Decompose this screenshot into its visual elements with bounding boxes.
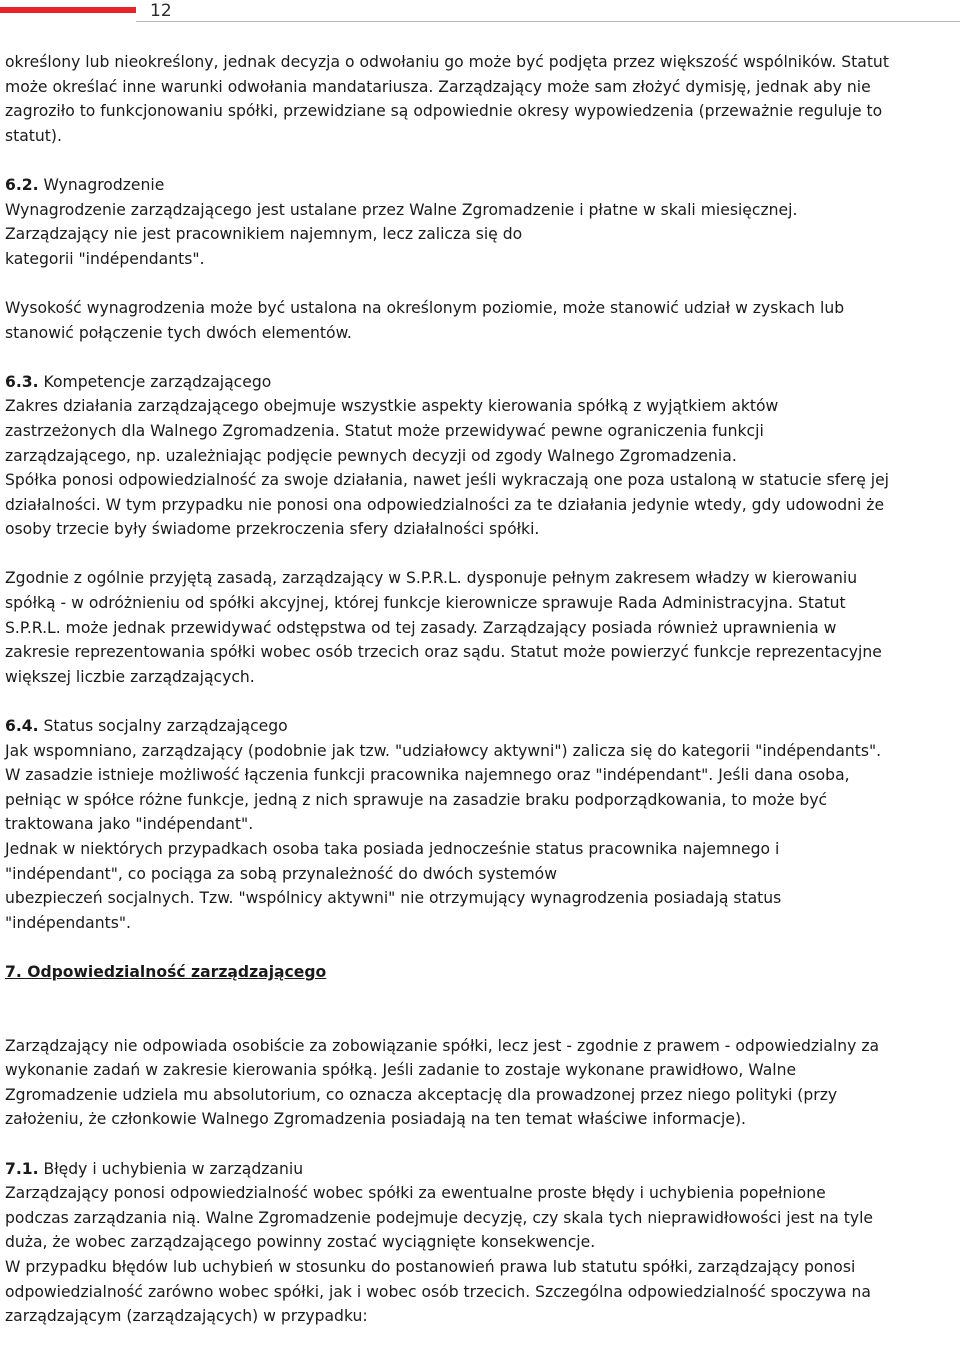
paragraph-intro <box>5 50 960 148</box>
text-line: W zasadzie istnieje możliwość łączenia funkcji pracownika najemnego oraz "indépendant". Jeśli dana osoba, <box>5 766 850 785</box>
text-line: zagroziło to funkcjonowaniu spółki, przewidziane są odpowiednie okresy wypowiedzenia (przeważnie reguluje to <box>5 102 883 121</box>
text-line: większej liczbie zarządzających. <box>5 667 255 686</box>
section-heading <box>5 1157 960 1182</box>
section-6-4 <box>5 714 960 935</box>
section-heading <box>5 714 960 739</box>
section-heading <box>5 370 960 395</box>
section-6-3 <box>5 370 960 542</box>
text-line: "indépendants". <box>5 913 131 932</box>
text-line: może określać inne warunki odwołania mandatariusza. Zarządzający może sam złożyć dymisję, jednak aby nie <box>5 77 871 96</box>
section-number: 6.4. <box>5 717 39 736</box>
text-line: ubezpieczeń socjalnych. Tzw. "wspólnicy aktywni" nie otrzymujący wynagrodzenia posiadają status <box>5 889 782 908</box>
paragraph-remuneration <box>5 296 960 345</box>
text-line: zarządzającym (zarządzających) w przypadku: <box>5 1307 368 1326</box>
text-line: zarządzającego, np. uzależniając podjęcie pewnych decyzji od zgody Walnego Zgromadzenia. <box>5 446 737 465</box>
text-line: Spółka ponosi odpowiedzialność za swoje działania, nawet jeśli wykraczają one poza ustaloną w statucie sferę jej <box>5 471 890 490</box>
text-line: spółką - w odróżnieniu od spółki akcyjnej, której funkcje kierownicze sprawuje Rada Administracyjna. Statut <box>5 594 846 613</box>
document-body <box>5 50 960 1329</box>
text-line: S.P.R.L. może jednak przewidywać odstępstwa od tej zasady. Zarządzający posiada również uprawnienia w <box>5 618 837 637</box>
text-line: podczas zarządzania nią. Walne Zgromadzenie podejmuje decyzję, czy skala tych nieprawidłowości jest na tyle <box>5 1208 874 1227</box>
section-title: Kompetencje zarządzającego <box>38 372 272 391</box>
section-title: Błędy i uchybienia w zarządzaniu <box>38 1159 304 1178</box>
section-title: Status socjalny zarządzającego <box>38 717 288 736</box>
paragraph-authority <box>5 566 960 689</box>
text-line: Zarządzający ponosi odpowiedzialność wobec spółki za ewentualne proste błędy i uchybienia popełnione <box>5 1184 826 1203</box>
text-line: pełniąc w spółce różne funkcje, jedną z nich sprawuje na zasadzie braku podporządkowania, to może być <box>5 790 828 809</box>
text-line: Jak wspomniano, zarządzający (podobnie jak tzw. "udziałowcy aktywni") zalicza się do kategorii "indépendants". <box>5 741 882 760</box>
text-line: osoby trzecie były świadome przekroczenia sfery działalności spółki. <box>5 520 540 539</box>
text-line: działalności. W tym przypadku nie ponosi ona odpowiedzialności za te działania jedynie wtedy, gdy udowodni że <box>5 495 885 514</box>
section-7-1 <box>5 1157 960 1329</box>
section-6-2 <box>5 173 960 271</box>
section-number: 6.2. <box>5 175 39 194</box>
section-number: 6.3. <box>5 372 39 391</box>
text-line: W przypadku błędów lub uchybień w stosunku do postanowień prawa lub statutu spółki, zarządzający ponosi <box>5 1257 856 1276</box>
section-number: 7.1. <box>5 1159 39 1178</box>
text-line: określony lub nieokreślony, jednak decyzja o odwołaniu go może być podjęta przez większość wspólników. Statut <box>5 53 889 71</box>
text-line: odpowiedzialność zarówno wobec spółki, jak i wobec osób trzecich. Szczególna odpowiedzialność spoczywa na <box>5 1282 871 1301</box>
text-line: założeniu, że członkowie Walnego Zgromadzenia posiadają na ten temat właściwe informacje). <box>5 1110 746 1129</box>
section-heading <box>5 173 960 198</box>
text-line: Zarządzający nie odpowiada osobiście za zobowiązanie spółki, lecz jest - zgodnie z prawem - odpowiedzialny za <box>5 1036 880 1055</box>
text-line: Jednak w niektórych przypadkach osoba taka posiada jednocześnie status pracownika najemnego i <box>5 840 780 858</box>
text-line: duża, że wobec zarządzającego powinny zostać wyciągnięte konsekwencje. <box>5 1233 596 1252</box>
text-line: kategorii "indépendants". <box>5 249 205 268</box>
section-title: Wynagrodzenie <box>38 175 165 194</box>
text-line: "indépendant", co pociąga za sobą przynależność do dwóch systemów <box>5 864 557 883</box>
text-line: traktowana jako "indépendant". <box>5 815 254 834</box>
text-line: Zakres działania zarządzającego obejmuje wszystkie aspekty kierowania spółką z wyjątkiem aktów <box>5 397 779 416</box>
text-line: stanowić połączenie tych dwóch elementów. <box>5 323 352 342</box>
text-line: zastrzeżonych dla Walnego Zgromadzenia. Statut może przewidywać pewne ograniczenia funkcji <box>5 421 764 440</box>
text-line: statut). <box>5 126 62 145</box>
text-line: wykonanie zadań w zakresie kierowania spółką. Jeśli zadanie to zostaje wykonane prawidłowo, Walne <box>5 1061 797 1080</box>
chapter-heading-7: 7. Odpowiedzialność zarządzającego <box>5 962 327 981</box>
page-number: 12 <box>150 1 172 21</box>
text-line: Zgodnie z ogólnie przyjętą zasadą, zarządzający w S.P.R.L. dysponuje pełnym zakresem władzy w kierowaniu <box>5 569 858 588</box>
text-line: Zgromadzenie udziela mu absolutorium, co oznacza akceptację dla prowadzonej przez niego polityki (przy <box>5 1085 838 1104</box>
header-accent-bar <box>0 7 136 13</box>
text-line: Wysokość wynagrodzenia może być ustalona na określonym poziomie, może stanowić udział w zyskach lub <box>5 298 845 317</box>
paragraph-liability <box>5 1034 960 1132</box>
text-line: Zarządzający nie jest pracownikiem najemnym, lecz zalicza się do <box>5 225 523 244</box>
text-line: zakresie reprezentowania spółki wobec osób trzecich oraz sądu. Statut może powierzyć funkcje reprezentacyjne <box>5 643 882 662</box>
text-line: Wynagrodzenie zarządzającego jest ustalane przez Walne Zgromadzenie i płatne w skali miesięcznej. <box>5 200 798 219</box>
header-rule <box>136 21 960 22</box>
